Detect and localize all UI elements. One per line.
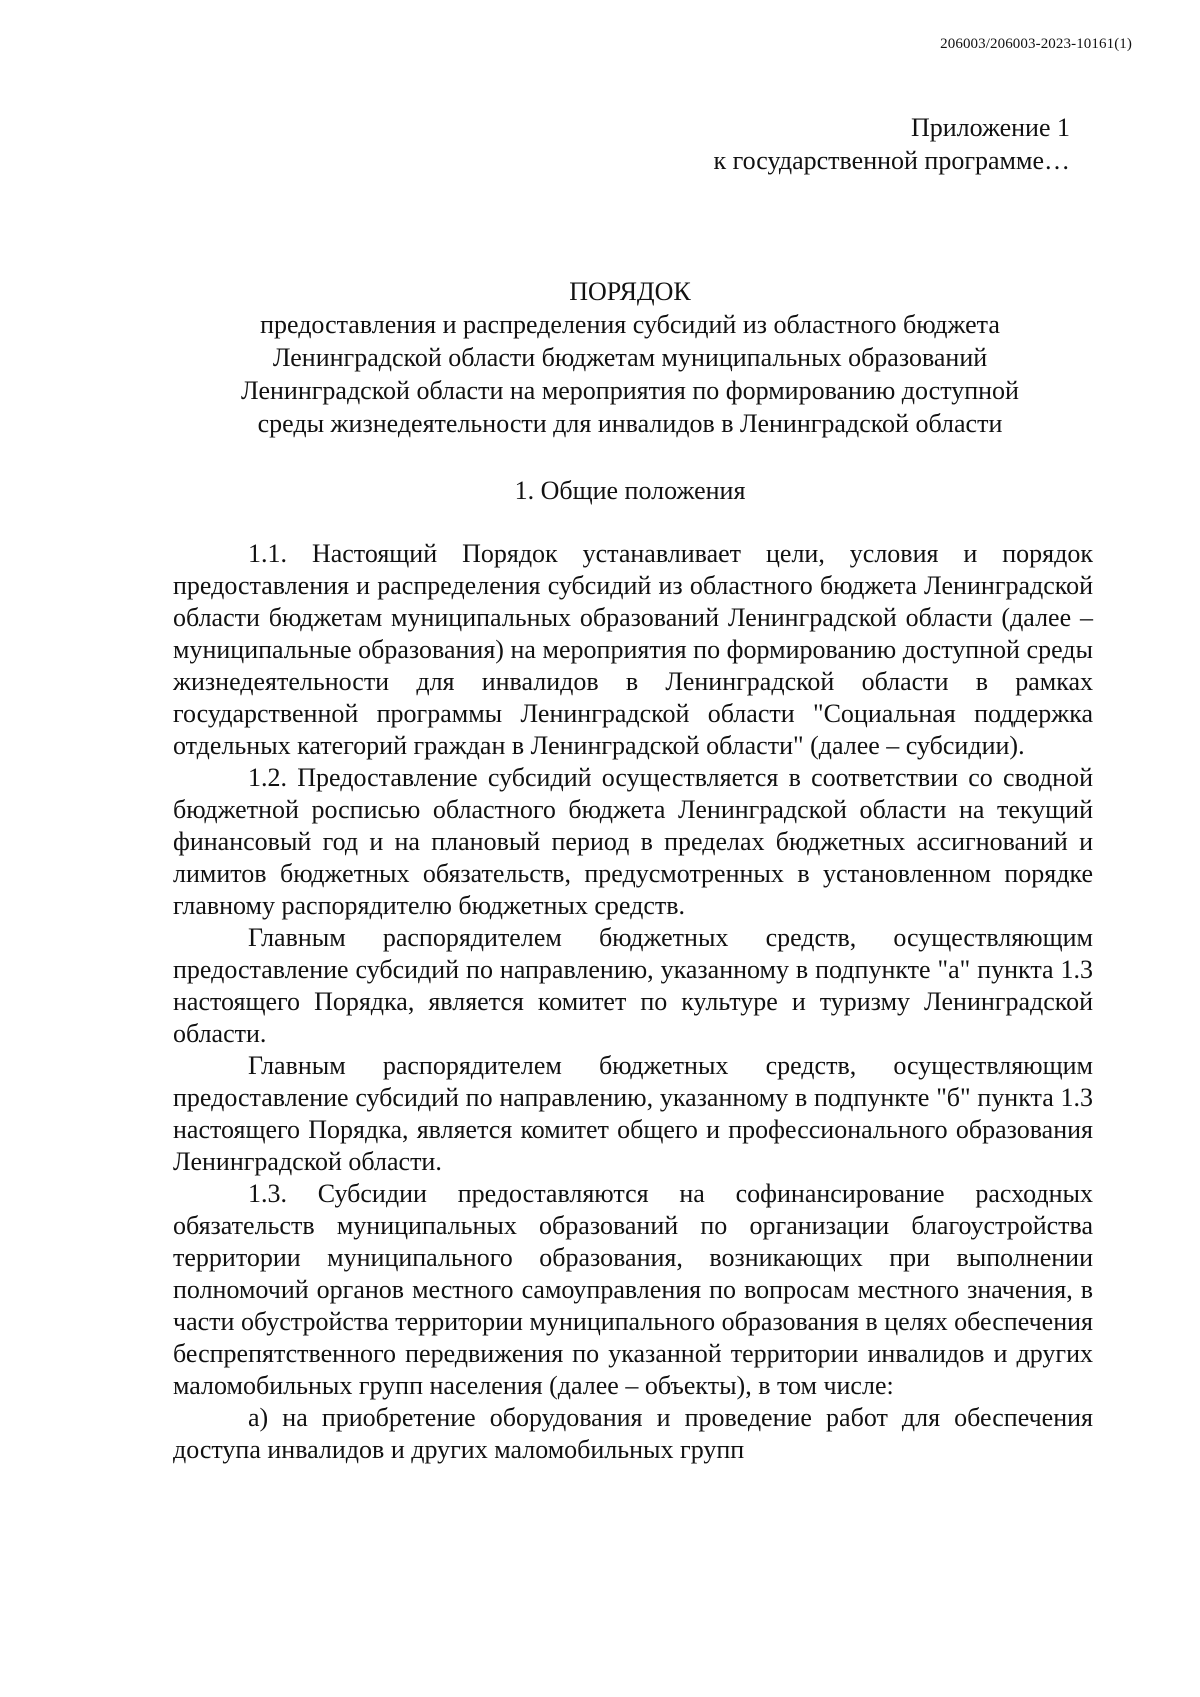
paragraph-main-admin-education: Главным распорядителем бюджетных средств, осуществляющим предоставление субсидий по направлению, указанному в подпункте "б" пункта 1.3 настоящего Порядка, является комитет общего и профессионального образования Ленинградской области. [173, 1051, 1093, 1176]
section-heading: 1. Общие положения [514, 476, 746, 505]
paragraph-1-3: 1.3. Субсидии предоставляются на софинансирование расходных обязательств муниципальных образований по организации благоустройства территории муниципального образования, возникающих при выполнении полномочий органов местного самоуправления по вопросам местного значения, в части обустройства территории муниципального образования в целях обеспечения беспрепятственного передвижения по указанной территории инвалидов и других маломобильных групп населения (далее – объекты), в том числе: [173, 1179, 1093, 1400]
appendix-line-2: к государственной программе… [713, 146, 1070, 175]
document-body [173, 538, 1093, 1466]
appendix-line-1: Приложение 1 [910, 113, 1070, 142]
appendix-note [714, 111, 1071, 177]
paragraph-main-admin-culture: Главным распорядителем бюджетных средств, осуществляющим предоставление субсидий по направлению, указанному в подпункте "а" пункта 1.3 настоящего Порядка, является комитет по культуре и туризму Ленинградской области. [173, 923, 1093, 1048]
title-line: предоставления и распределения субсидий из областного бюджета [260, 310, 1000, 339]
title-heading: ПОРЯДОК [569, 277, 691, 306]
title-line: Ленинградской области бюджетам муниципальных образований [272, 343, 988, 372]
document-id: 206003/206003-2023-10161(1) [940, 36, 1132, 52]
paragraph-1-1: 1.1. Настоящий Порядок устанавливает цели, условия и порядок предоставления и распределения субсидий из областного бюджета Ленинградской области бюджетам муниципальных образований Ленинградской области (далее – муниципальные образования) на мероприятия по формированию доступной среды жизнедеятельности для инвалидов в Ленинградской области в рамках государственной программы Ленинградской области "Социальная поддержка отдельных категорий граждан в Ленинградской области" (далее – субсидии). [173, 539, 1093, 760]
paragraph-1-2: 1.2. Предоставление субсидий осуществляется в соответствии со сводной бюджетной росписью областного бюджета Ленинградской области на текущий финансовый год и на плановый период в пределах бюджетных ассигнований и лимитов бюджетных обязательств, предусмотренных в установленном порядке главному распорядителю бюджетных средств. [173, 763, 1093, 920]
title-line: Ленинградской области на мероприятия по формированию доступной [241, 376, 1019, 405]
paragraph-subitem-a: а) на приобретение оборудования и проведение работ для обеспечения доступа инвалидов и других маломобильных групп [173, 1403, 1093, 1464]
title-line: среды жизнедеятельности для инвалидов в Ленинградской области [257, 409, 1003, 438]
document-title [0, 275, 1200, 440]
